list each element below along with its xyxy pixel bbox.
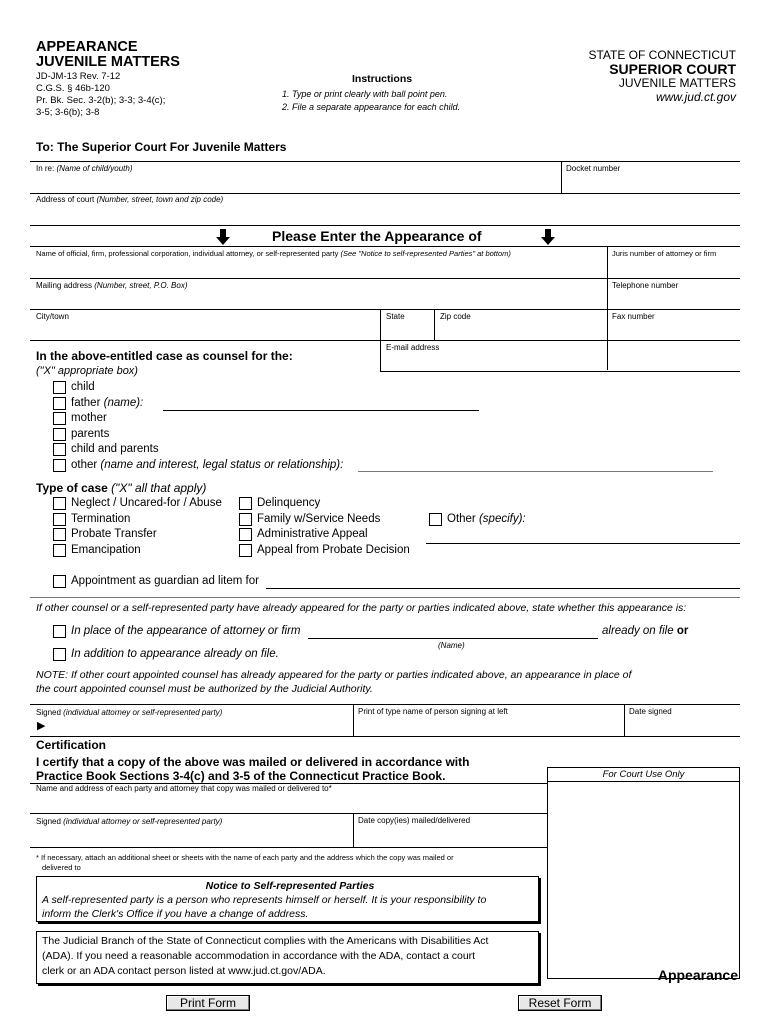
- delinquency-option: Delinquency: [257, 497, 321, 509]
- signed-text: Signed: [36, 708, 61, 717]
- father-hint: (name):: [103, 397, 144, 409]
- child-checkbox[interactable]: [53, 381, 66, 394]
- emancipation-option: Emancipation: [71, 544, 141, 556]
- name-official-label: [36, 249, 511, 259]
- neglect-checkbox[interactable]: [53, 497, 66, 510]
- family-service-checkbox[interactable]: [239, 513, 252, 526]
- guardian-field[interactable]: [266, 588, 740, 589]
- father-option: [71, 396, 143, 410]
- mother-option: mother: [71, 412, 107, 424]
- mailing-hint: (Number, street, P.O. Box): [94, 281, 188, 290]
- name-official-field[interactable]: [31, 259, 605, 277]
- in-place-checkbox[interactable]: [53, 625, 66, 638]
- delinquency-checkbox[interactable]: [239, 497, 252, 510]
- date-signed-field[interactable]: [626, 718, 739, 735]
- court-subname: JUVENILE MATTERS: [618, 76, 736, 90]
- enter-appearance-heading: Please Enter the Appearance of: [272, 228, 482, 244]
- other-case-checkbox[interactable]: [429, 513, 442, 526]
- juris-label: Juris number of attorney or firm: [612, 249, 717, 258]
- probate-appeal-option: Appeal from Probate Decision: [257, 544, 410, 556]
- in-re-label: [36, 164, 133, 174]
- date-signed-label: Date signed: [629, 707, 672, 716]
- other-case-field[interactable]: [426, 543, 740, 544]
- instruction-2: 2. File a separate appearance for each child.: [282, 102, 461, 112]
- fax-field[interactable]: [609, 322, 739, 339]
- website: www.jud.ct.gov: [655, 90, 736, 104]
- notice-title: Notice to Self-represented Parties: [205, 880, 375, 892]
- child-and-parents-option: child and parents: [71, 443, 159, 455]
- court-heading: [588, 48, 736, 104]
- counsel-heading: In the above-entitled case as counsel for the:: [36, 349, 293, 363]
- docket-label: Docket number: [566, 164, 621, 173]
- signature-arrow-icon: ▶: [37, 720, 46, 732]
- guardian-option: Appointment as guardian ad litem for: [71, 575, 259, 587]
- state-name: STATE OF CONNECTICUT: [588, 48, 736, 62]
- other-counsel-checkbox[interactable]: [53, 459, 66, 472]
- cert-footnote: [36, 853, 454, 873]
- email-label: E-mail address: [386, 343, 440, 352]
- print-form-button[interactable]: Print Form: [166, 995, 250, 1011]
- neglect-option: Neglect / Uncared-for / Abuse: [71, 497, 222, 509]
- address-court-hint: (Number, street, town and zip code): [96, 195, 224, 204]
- notice-line1: A self-represented party is a person who represents himself or herself. It is your responsibility to: [42, 894, 487, 906]
- name-address-label: Name and address of each party and attorney that copy was mailed or delivered to*: [36, 784, 332, 793]
- form-number: JD-JM-13 Rev. 7-12: [36, 71, 121, 82]
- probate-transfer-checkbox[interactable]: [53, 528, 66, 541]
- other-hint: (name and interest, legal status or relationship):: [100, 459, 344, 471]
- signed-hint: (individual attorney or self-represented party): [63, 708, 223, 717]
- print-name-field[interactable]: [355, 718, 622, 735]
- reset-form-button[interactable]: Reset Form: [518, 995, 602, 1011]
- address-court-label: [36, 195, 223, 205]
- termination-checkbox[interactable]: [53, 513, 66, 526]
- date-copy-field[interactable]: [355, 828, 545, 846]
- in-addition-option: In addition to appearance already on file.: [71, 648, 279, 660]
- state-field[interactable]: [382, 322, 432, 339]
- prior-intro: If other counsel or a self-represented party have already appeared for the party or parties indicated above, state whether this appearance is:: [36, 602, 687, 614]
- counsel-hint: ("X" appropriate box): [36, 365, 138, 377]
- footer-title: Appearance: [657, 967, 738, 983]
- city-label: City/town: [36, 312, 69, 321]
- in-addition-checkbox[interactable]: [53, 648, 66, 661]
- other-counsel-option: [71, 458, 343, 472]
- father-checkbox[interactable]: [53, 397, 66, 410]
- zip-label: Zip code: [440, 312, 471, 321]
- note-line2: the court appointed counsel must be authorized by the Judicial Authority.: [36, 683, 373, 695]
- certification-text: [36, 755, 469, 783]
- probate-transfer-option: Probate Transfer: [71, 528, 157, 540]
- parents-checkbox[interactable]: [53, 428, 66, 441]
- already-on-file: [602, 624, 688, 638]
- case-type-heading: [36, 481, 206, 495]
- other-case-text: Other: [447, 513, 476, 525]
- address-court-text: Address of court: [36, 195, 95, 204]
- in-place-name-field[interactable]: [308, 638, 598, 639]
- instructions-title: Instructions: [352, 73, 413, 85]
- in-re-field[interactable]: [31, 174, 560, 192]
- certification-heading: Certification: [36, 738, 107, 752]
- ada-line2: (ADA). If you need a reasonable accommodation in accordance with the ADA, contact a court: [42, 950, 476, 962]
- juris-field[interactable]: [609, 259, 739, 277]
- telephone-label: Telephone number: [612, 281, 679, 290]
- admin-appeal-checkbox[interactable]: [239, 528, 252, 541]
- ada-box: [36, 931, 539, 984]
- guardian-checkbox[interactable]: [53, 575, 66, 588]
- zip-field[interactable]: [436, 322, 605, 339]
- cert-signed-text: Signed: [36, 817, 61, 826]
- in-re-text: In re:: [36, 164, 55, 173]
- court-use-box: [547, 767, 740, 979]
- practice-book-cont: 3-5; 3-6(b); 3-8: [36, 107, 100, 118]
- signature-field[interactable]: [50, 718, 351, 735]
- footnote-line2: delivered to: [42, 863, 81, 872]
- city-field[interactable]: [31, 322, 378, 339]
- mailing-text: Mailing address: [36, 281, 93, 290]
- parents-option: parents: [71, 428, 110, 440]
- notice-box: [36, 876, 539, 922]
- already-text: already on file: [602, 625, 674, 637]
- child-and-parents-checkbox[interactable]: [53, 443, 66, 456]
- other-case-hint: (specify):: [478, 513, 526, 525]
- name-official-text: Name of official, firm, professional corporation, individual attorney, or self-represented party: [36, 249, 339, 258]
- certification-line2: Practice Book Sections 3-4(c) and 3-5 of the Connecticut Practice Book.: [36, 769, 446, 783]
- note-line1: NOTE: If other court appointed counsel has already appeared for the party or parties indicated above, an appearance in place of: [36, 669, 632, 681]
- admin-appeal-option: Administrative Appeal: [257, 528, 368, 540]
- signed-label: [36, 708, 222, 718]
- form-title: [36, 40, 180, 70]
- form-title-line1: APPEARANCE: [36, 39, 138, 55]
- or-text: or: [676, 625, 689, 637]
- address-court-field[interactable]: [31, 205, 739, 223]
- father-text: father: [71, 397, 101, 409]
- mother-checkbox[interactable]: [53, 412, 66, 425]
- ada-line3: clerk or an ADA contact person listed at www.jud.ct.gov/ADA.: [42, 965, 326, 977]
- footnote-line1: * If necessary, attach an additional sheet or sheets with the name of each party and the address which the copy was mailed or: [36, 853, 454, 862]
- docket-field[interactable]: [563, 174, 739, 192]
- practice-book: Pr. Bk. Sec. 3-2(b); 3-3; 3-4(c);: [36, 95, 166, 106]
- cert-signed-label: [36, 817, 222, 827]
- family-service-option: Family w/Service Needs: [257, 513, 381, 525]
- other-text: other: [71, 459, 98, 471]
- certification-line1: I certify that a copy of the above was mailed or delivered in accordance with: [36, 755, 470, 769]
- emancipation-checkbox[interactable]: [53, 544, 66, 557]
- name-caption: (Name): [438, 641, 465, 650]
- child-option: child: [71, 381, 95, 393]
- other-counsel-field[interactable]: [358, 471, 713, 472]
- name-official-hint: (See "Notice to self-represented Parties" at bottom): [340, 249, 511, 258]
- instructions-list: [282, 88, 460, 114]
- date-copy-label: Date copy(ies) mailed/delivered: [358, 816, 471, 825]
- email-field[interactable]: [382, 353, 739, 370]
- cert-signature-field[interactable]: [31, 828, 351, 846]
- mailing-field[interactable]: [31, 291, 605, 309]
- form-meta: [36, 71, 165, 119]
- termination-option: Termination: [71, 513, 131, 525]
- name-address-field[interactable]: [31, 795, 545, 812]
- court-name: SUPERIOR COURT: [609, 61, 736, 77]
- probate-appeal-checkbox[interactable]: [239, 544, 252, 557]
- print-name-label: Print of type name of person signing at left: [358, 707, 508, 716]
- case-type-hint: ("X" all that apply): [111, 481, 207, 495]
- prior-note: [36, 668, 631, 696]
- fax-label: Fax number: [612, 312, 655, 321]
- statute: C.G.S. § 46b-120: [36, 83, 110, 94]
- father-name-field[interactable]: [163, 410, 479, 411]
- in-re-hint: (Name of child/youth): [56, 164, 133, 173]
- other-case-option: [447, 512, 526, 526]
- notice-line2: inform the Clerk's Office if you have a change of address.: [42, 908, 309, 920]
- cert-signed-hint: (individual attorney or self-represented party): [63, 817, 223, 826]
- to-line: To: The Superior Court For Juvenile Matters: [36, 140, 287, 154]
- ada-line1: The Judicial Branch of the State of Connecticut complies with the Americans with Disabilities Act: [42, 935, 489, 947]
- mailing-label: [36, 281, 187, 291]
- case-type-text: Type of case: [36, 481, 108, 495]
- form-title-line2: JUVENILE MATTERS: [36, 54, 180, 70]
- court-use-label: For Court Use Only: [548, 768, 739, 782]
- telephone-field[interactable]: [609, 291, 739, 309]
- state-label: State: [386, 312, 405, 321]
- instruction-1: 1. Type or print clearly with ball point pen.: [282, 89, 448, 99]
- in-place-option: In place of the appearance of attorney or firm: [71, 625, 301, 637]
